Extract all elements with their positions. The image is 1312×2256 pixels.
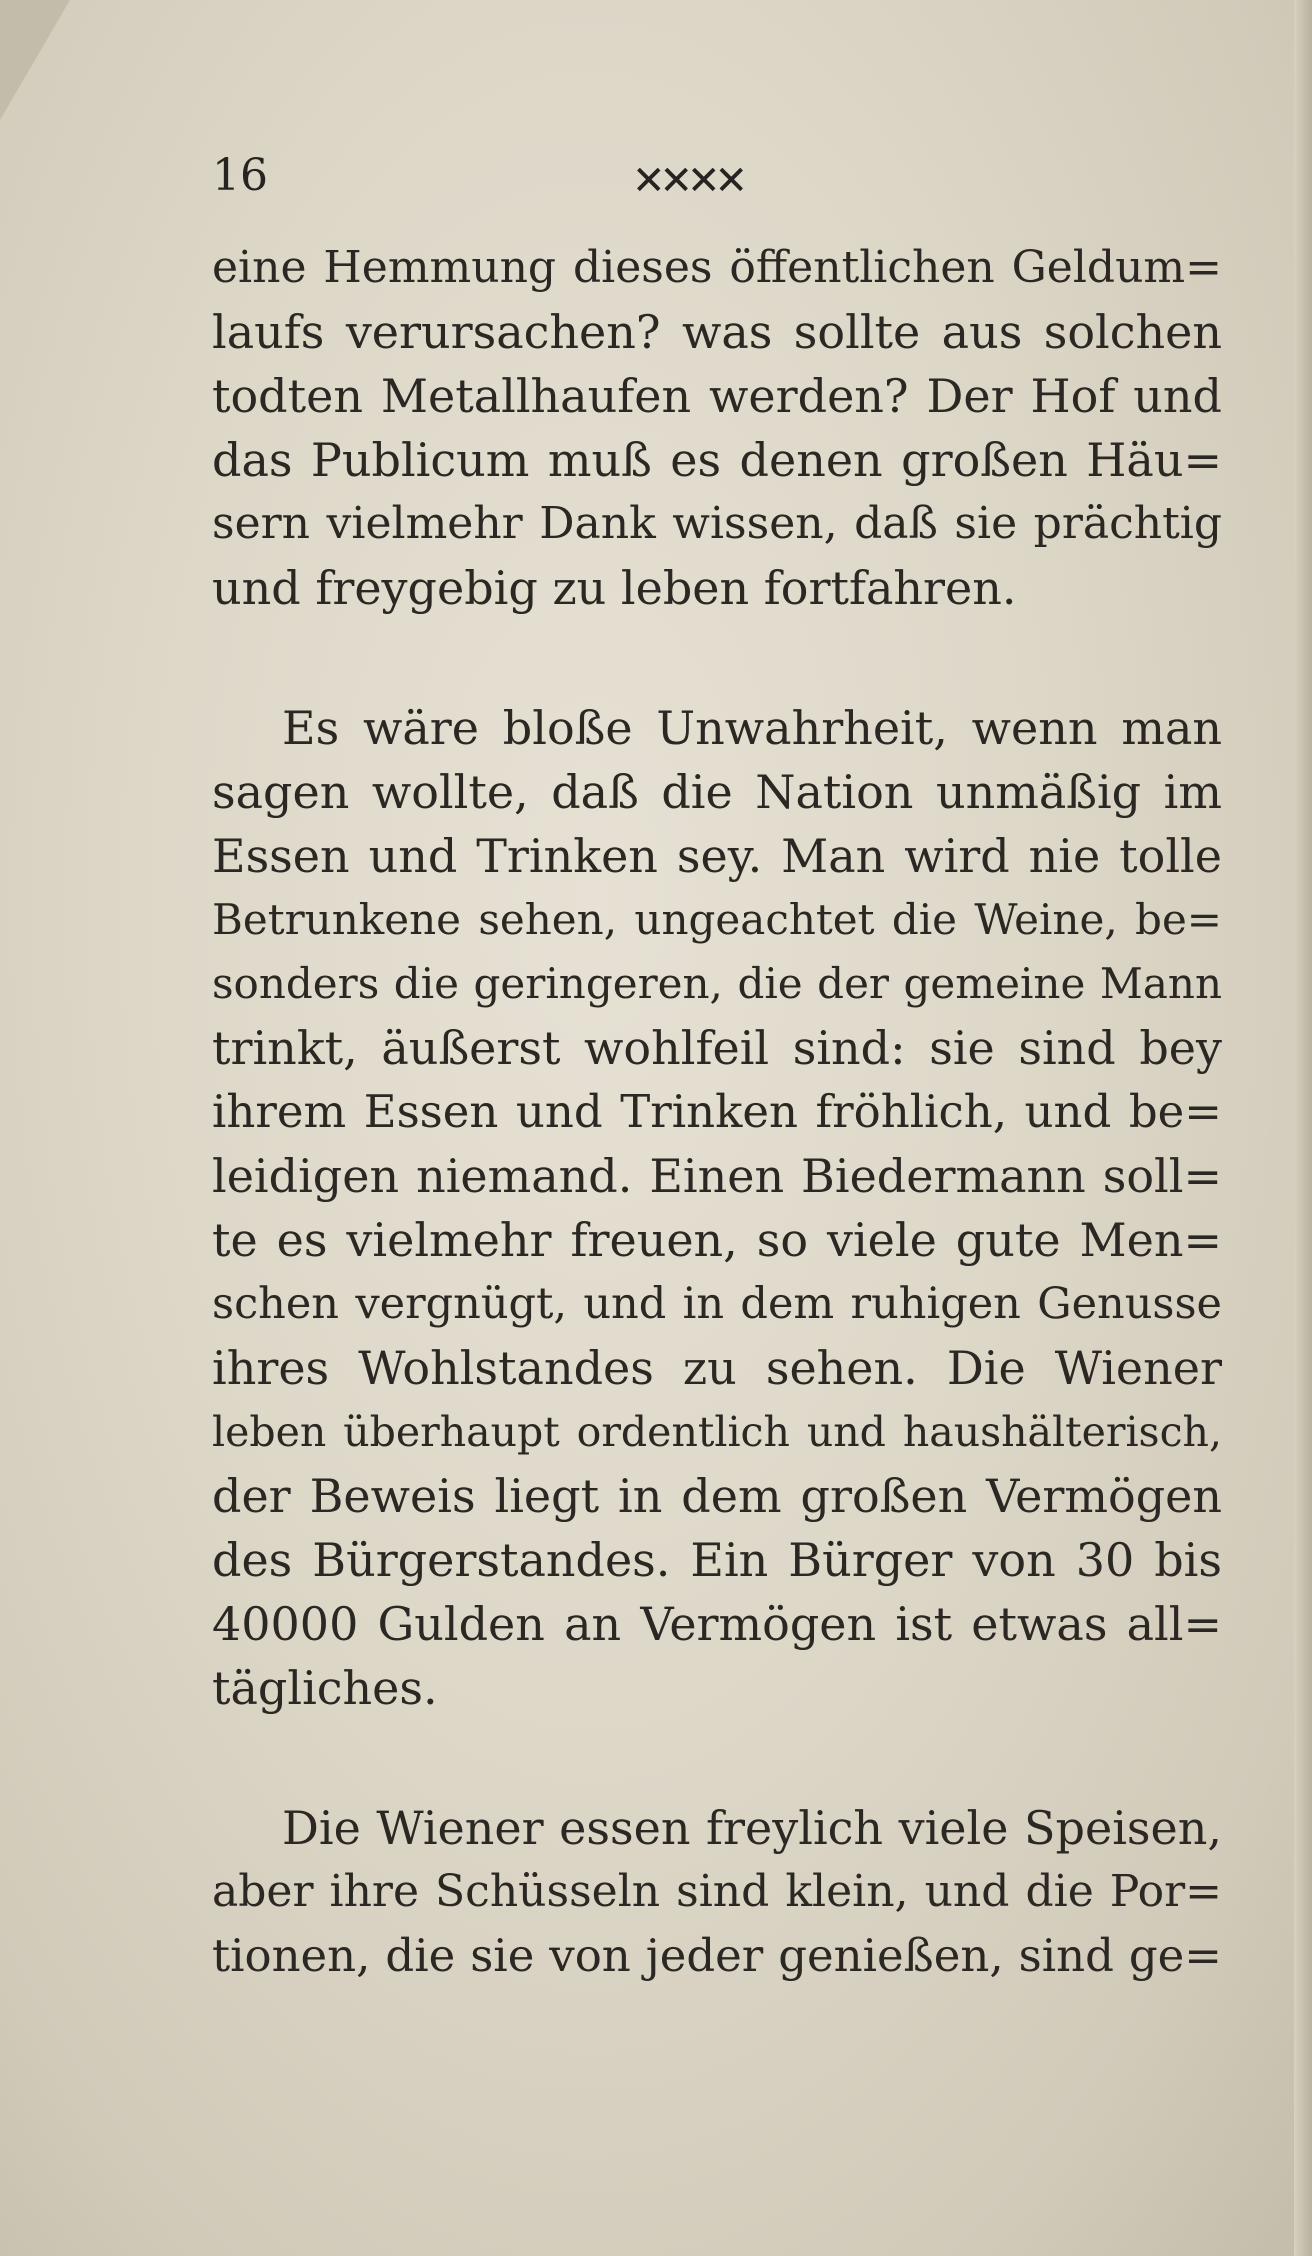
text-line: ihrem Essen und Trinken fröhlich, und be= bbox=[212, 1085, 1222, 1138]
text-line: der Beweis liegt in dem großen Vermögen bbox=[212, 1469, 1222, 1523]
paragraph-1 bbox=[212, 236, 1222, 620]
page-edge bbox=[1294, 0, 1312, 2256]
text-line: sagen wollte, daß die Nation unmäßig im bbox=[212, 765, 1222, 819]
paragraph-2 bbox=[212, 696, 1222, 1720]
text-line: Betrunkene sehen, ungeachtet die Weine, be= bbox=[212, 895, 1222, 944]
text-line: aber ihre Schüsseln sind klein, und die Por= bbox=[212, 1866, 1222, 1917]
page-number: 16 bbox=[212, 150, 268, 201]
text-line: das Publicum muß es denen großen Häu= bbox=[212, 433, 1222, 487]
text-line: des Bürgerstandes. Ein Bürger von 30 bis bbox=[212, 1533, 1222, 1587]
text-line: todten Metallhaufen werden? Der Hof und bbox=[212, 369, 1222, 423]
paragraph-3 bbox=[212, 1796, 1222, 1988]
text-line: eine Hemmung dieses öffentlichen Geldum= bbox=[212, 242, 1222, 293]
text-line: leben überhaupt ordentlich und haushälterisch, bbox=[212, 1408, 1222, 1456]
text-line: Die Wiener essen freylich viele Speisen, bbox=[282, 1801, 1222, 1855]
text-line: Essen und Trinken sey. Man wird nie tolle bbox=[212, 829, 1222, 883]
text-line: trinkt, äußerst wohlfeil sind: sie sind bey bbox=[212, 1021, 1222, 1075]
header-ornament: ✕✕✕✕ bbox=[632, 158, 743, 204]
text-line: leidigen niemand. Einen Biedermann soll= bbox=[212, 1149, 1222, 1203]
text-line: ihres Wohlstandes zu sehen. Die Wiener bbox=[212, 1341, 1222, 1395]
page-corner-fold bbox=[0, 0, 70, 120]
text-line: tägliches. bbox=[212, 1661, 438, 1715]
text-line: schen vergnügt, und in dem ruhigen Genusse bbox=[212, 1279, 1222, 1329]
text-line: laufs verursachen? was sollte aus solchen bbox=[212, 305, 1222, 359]
text-line: sonders die geringeren, die der gemeine Mann bbox=[212, 959, 1222, 1008]
text-line: sern vielmehr Dank wissen, daß sie prächtig bbox=[212, 498, 1222, 549]
page-header bbox=[212, 150, 1132, 220]
text-line: Es wäre bloße Unwahrheit, wenn man bbox=[282, 701, 1222, 755]
text-line: 40000 Gulden an Vermögen ist etwas all= bbox=[212, 1597, 1222, 1651]
text-line: und freygebig zu leben fortfahren. bbox=[212, 561, 1017, 615]
text-line: te es vielmehr freuen, so viele gute Men= bbox=[212, 1213, 1222, 1267]
text-line: tionen, die sie von jeder genießen, sind ge= bbox=[212, 1929, 1222, 1982]
